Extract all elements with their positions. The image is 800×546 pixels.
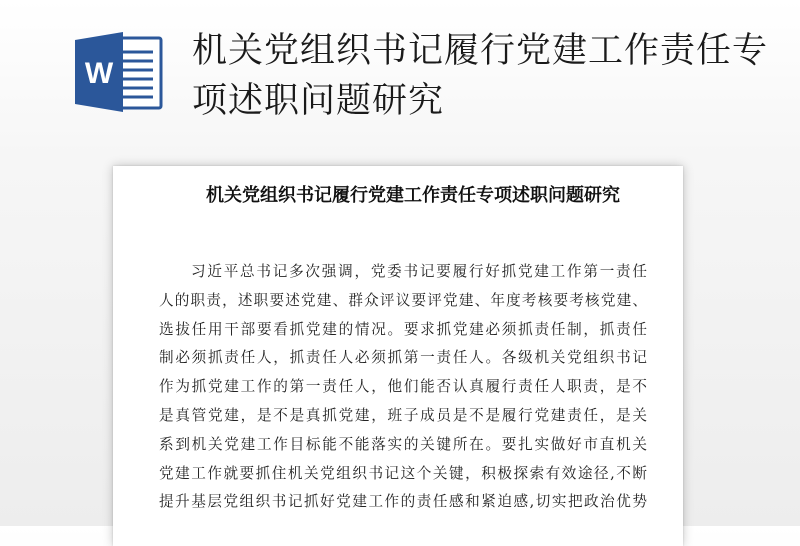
body-line: 党建工作就要抓住机关党组织书记这个关键，积极探索有效途径,不断	[159, 464, 647, 482]
body-line: 人的职责，述职要述党建、群众评议要评党建、年度考核要考核党建、	[159, 291, 647, 309]
document-title: 机关党组织书记履行党建工作责任专项述职问题研究	[192, 31, 769, 121]
body-line: 习近平总书记多次强调，党委书记要履行好抓党建工作第一责任	[191, 263, 647, 280]
word-letter: W	[84, 57, 114, 90]
header	[0, 0, 800, 140]
document-page	[113, 166, 683, 546]
word-document-icon	[73, 30, 163, 114]
page-heading: 机关党组织书记履行党建工作责任专项述职问题研究	[206, 185, 620, 206]
body-line: 作为抓党建工作的第一责任人，他们能否认真履行责任人职责，是不	[159, 378, 647, 396]
body-line: 提升基层党组织书记抓好党建工作的责任感和紧迫感,切实把政治优势	[159, 493, 647, 511]
body-line: 系到机关党建工作目标能不能落实的关键所在。要扎实做好市直机关	[159, 435, 647, 453]
body-line: 是真管党建，是不是真抓党建，班子成员是不是履行党建责任，是关	[159, 406, 647, 424]
page-body	[159, 258, 647, 517]
body-line: 制必须抓责任人，抓责任人必须抓第一责任人。各级机关党组织书记	[159, 349, 647, 367]
body-line: 选拔任用干部要看抓党建的情况。要求抓党建必须抓责任制，抓责任	[159, 320, 647, 338]
